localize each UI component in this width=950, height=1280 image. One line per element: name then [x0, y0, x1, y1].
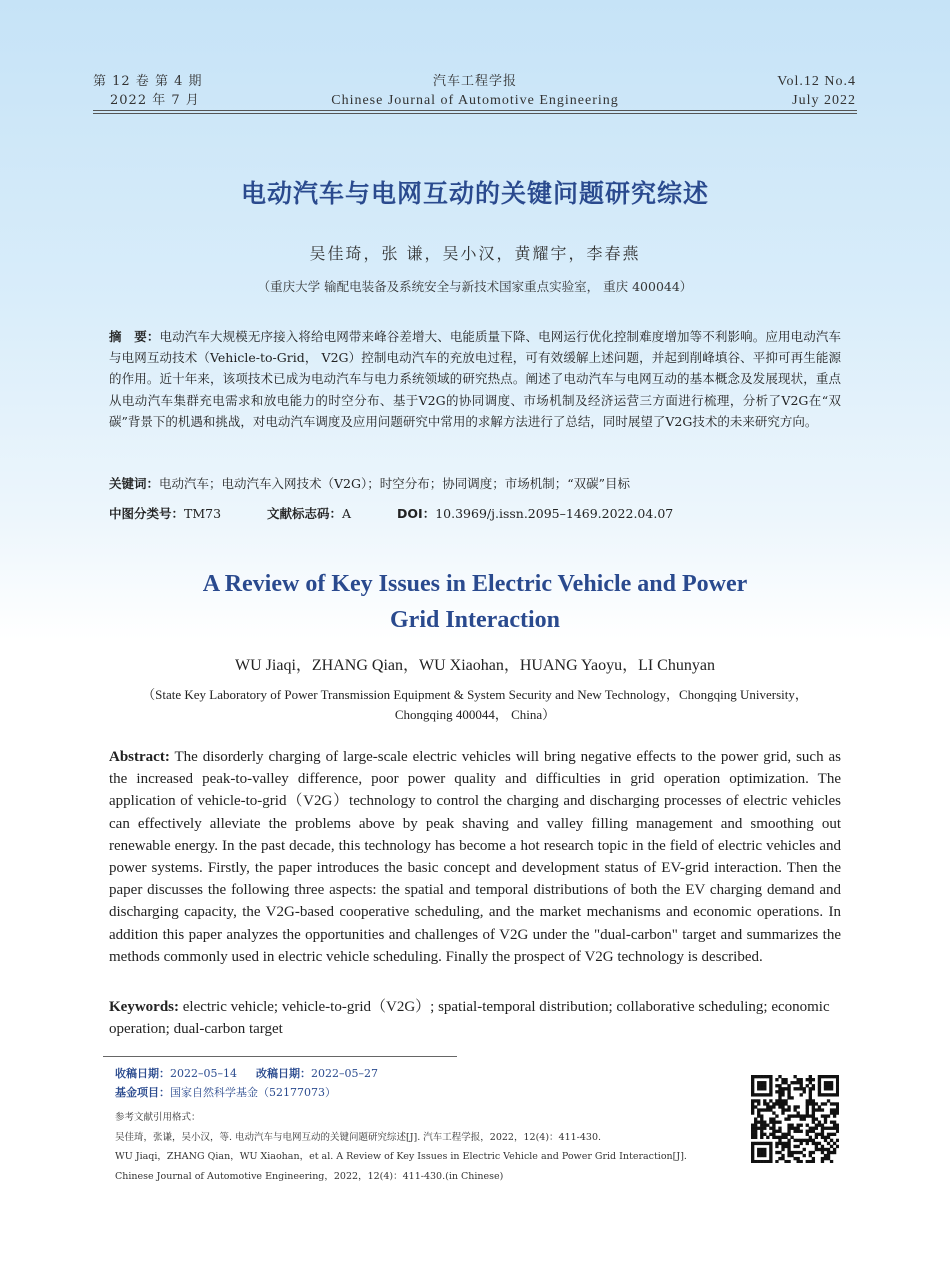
keywords-cn [109, 473, 841, 494]
header-divider [93, 110, 857, 111]
citation-block [115, 1108, 725, 1186]
abstract-label-cn: 摘 要： [109, 329, 160, 344]
classification-row [109, 503, 841, 524]
doc-code-label: 文献标志码： [267, 506, 343, 521]
clc-label: 中图分类号： [109, 506, 185, 521]
abstract-label-en: Abstract: [109, 749, 170, 765]
abstract-en [109, 746, 841, 968]
affiliation-cn: （重庆大学 输配电装备及系统安全与新技术国家重点实验室， 重庆 400044） [257, 279, 693, 294]
doc-code-value: A [342, 506, 352, 521]
received-date: 2022–05–14 [170, 1067, 237, 1080]
abstract-text-en: The disorderly charging of large-scale electric vehicles will bring negative effects to the power grid, such as the increased peak-to-valley difference, poor power quality and difficulties in grid operation optimization. The application of vehicle-to-grid（V2G）technology to control the charging and discharging processes of electric vehicles can effectively alleviate the problems above by peak shaving and valley filling management and smoothing out renewable energy. In the past decade, this technology has become a hot research topic in the field of electric vehicles and power systems. Firstly, the paper introduces the basic concept and development status of EV-grid interaction. Then the paper discusses the following three aspects: the spatial and temporal distributions of both the EV charging demand and discharging capacity, the V2G-based cooperative scheduling, and the market mechanisms and economic operations. In addition this paper analyzes the opportunities and challenges of V2G under the "dual-carbon" target and summarizes the methods commonly used in electric vehicle scheduling. Finally the prospect of V2G technology is described. [109, 749, 841, 965]
doi-value: 10.3969/j.issn.2095–1469.2022.04.07 [435, 506, 674, 521]
citation-en: WU Jiaqi，ZHANG Qian，WU Xiaohan，et al. A Review of Key Issues in Electric Vehicle and Power Grid Interaction[J]. Chinese Journal of Automotive Engineering，2022，12(4)：411-430.(in Chinese) [115, 1151, 687, 1182]
keywords-text-en: electric vehicle; vehicle-to-grid（V2G）; spatial-temporal distribution; collaborative scheduling; economic operation; dual-carbon target [109, 999, 830, 1038]
journal-name-cn: 汽车工程学报 [432, 74, 517, 89]
volume-issue-cn: 第 12 卷 第 4 期 [93, 74, 203, 89]
fund-value: 国家自然科学基金（52177073） [170, 1086, 336, 1099]
dates-row [115, 1065, 378, 1083]
abstract-cn [109, 326, 841, 432]
authors-cn: 吴佳琦，张 谦，吴小汉，黄耀宇，李春燕 [309, 244, 641, 263]
footnote-divider [103, 1056, 457, 1057]
affiliation-en: （State Key Laboratory of Power Transmission Equipment & System Security and New Technology，Chongqing University， Chongqing 400044， China） [142, 687, 808, 722]
citation-cn: 吴佳琦，张谦，吴小汉，等. 电动汽车与电网互动的关键问题研究综述[J]. 汽车工程学报，2022，12(4)：411-430. [115, 1131, 602, 1143]
paper-title-cn: 电动汽车与电网互动的关键问题研究综述 [240, 179, 709, 208]
keywords-text-cn: 电动汽车；电动汽车入网技术（V2G）；时空分布；协同调度；市场机制；“双碳”目标 [159, 476, 631, 491]
qr-code-icon [751, 1075, 839, 1163]
keywords-label-en: Keywords: [109, 999, 179, 1015]
abstract-text-cn: 电动汽车大规模无序接入将给电网带来峰谷差增大、电能质量下降、电网运行优化控制难度增加等不利影响。应用电动汽车与电网互动技术（Vehicle-to-Grid， V2G）控制电动汽车的充放电过程，可有效缓解上述问题，并起到削峰填谷、平抑可再生能源的作用。近十年来，该项技术已成为电动汽车与电力系统领域的研究热点。阐述了电动汽车与电网互动的基本概念及发展现状，重点从电动汽车集群充电需求和放电能力的时空分布、基于V2G的协同调度、市场机制及经济运营三方面进行梳理，分析了V2G在“双碳”背景下的机遇和挑战，对电动汽车调度及应用问题研究中常用的求解方法进行了总结，同时展望了V2G技术的未来研究方向。 [109, 329, 841, 429]
volume-issue-en: Vol.12 No.4 [777, 74, 856, 89]
fund-row [115, 1084, 336, 1102]
authors-en: WU Jiaqi，ZHANG Qian，WU Xiaohan，HUANG Yaoyu，LI Chunyan [235, 657, 715, 674]
revised-date: 2022–05–27 [311, 1067, 378, 1080]
paper-title-en [0, 566, 950, 638]
citation-label: 参考文献引用格式： [115, 1112, 201, 1123]
paper-title-en-line1: A Review of Key Issues in Electric Vehicle and Power [202, 571, 748, 597]
clc-value: TM73 [184, 506, 222, 521]
revised-label: 改稿日期： [256, 1067, 311, 1080]
journal-name-en: Chinese Journal of Automotive Engineering [331, 93, 619, 108]
received-label: 收稿日期： [115, 1067, 170, 1080]
date-cn: 2022 年 7 月 [110, 93, 200, 108]
date-en: July 2022 [792, 93, 856, 108]
keywords-en [109, 996, 841, 1040]
header-divider-double [93, 113, 857, 114]
fund-label: 基金项目： [115, 1086, 170, 1099]
keywords-label-cn: 关键词： [109, 476, 160, 491]
paper-title-en-line2: Grid Interaction [390, 607, 560, 633]
doi-label: DOI： [397, 506, 436, 521]
